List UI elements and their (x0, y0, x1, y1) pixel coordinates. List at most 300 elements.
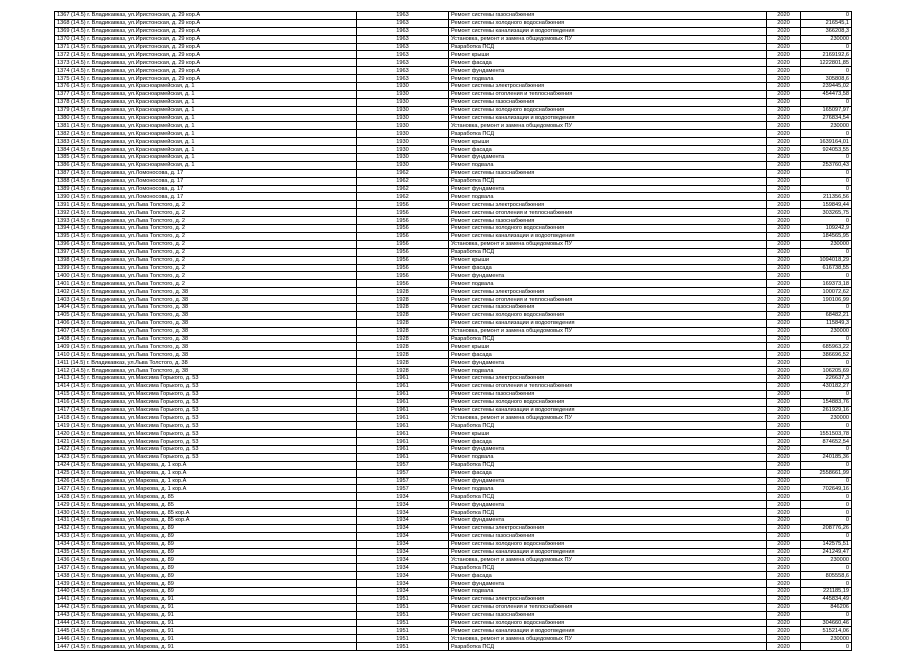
row-work-type: Разработка ПСД (449, 643, 767, 651)
row-cost: 0 (801, 359, 852, 367)
row-work-type: Ремонт фасада (449, 469, 767, 477)
row-work-type: Ремонт фасада (449, 146, 767, 154)
row-id-address-cell (55, 27, 357, 35)
row-work-type: Ремонт системы газоснабжения (449, 169, 767, 177)
row-plan-year: 2020 (767, 51, 801, 59)
row-build-year: 1957 (357, 461, 449, 469)
row-cost: 702649,16 (801, 485, 852, 493)
row-id: 1430 (14.5) (57, 509, 86, 516)
row-plan-year: 2020 (767, 19, 801, 27)
row-id-address-cell (55, 619, 357, 627)
row-work-type: Разработка ПСД (449, 248, 767, 256)
row-work-type: Ремонт системы холодного водоснабжения (449, 225, 767, 233)
row-build-year: 1934 (357, 588, 449, 596)
table-row (55, 532, 852, 540)
row-build-year: 1961 (357, 398, 449, 406)
row-address: г. Владикавказ, ул.Иристонская, д. 29 кор.А (87, 75, 201, 82)
row-work-type: Установка, ремонт и замена общедомовых ПУ (449, 122, 767, 130)
table-row (55, 548, 852, 556)
row-build-year: 1963 (357, 67, 449, 75)
row-address: г. Владикавказ, ул.Льва Толстого, д. 2 (87, 272, 186, 279)
row-plan-year: 2020 (767, 154, 801, 162)
row-cost: 616738,55 (801, 264, 852, 272)
row-plan-year: 2020 (767, 169, 801, 177)
row-cost: 874652,54 (801, 438, 852, 446)
row-work-type: Ремонт фундамента (449, 272, 767, 280)
row-id-address-cell (55, 51, 357, 59)
row-cost: 0 (801, 477, 852, 485)
row-id: 1388 (14.5) (57, 178, 86, 185)
row-build-year: 1961 (357, 453, 449, 461)
row-id-address-cell (55, 485, 357, 493)
row-id: 1429 (14.5) (57, 501, 86, 508)
row-id-address-cell (55, 169, 357, 177)
row-plan-year: 2020 (767, 280, 801, 288)
row-work-type: Ремонт системы канализации и водоотведения (449, 627, 767, 635)
table-row (55, 303, 852, 311)
row-build-year: 1934 (357, 580, 449, 588)
row-id-address-cell (55, 83, 357, 91)
row-id-address-cell (55, 540, 357, 548)
row-id-address-cell (55, 635, 357, 643)
row-id: 1442 (14.5) (57, 604, 86, 611)
row-id: 1393 (14.5) (57, 217, 86, 224)
row-work-type: Ремонт подвала (449, 193, 767, 201)
row-plan-year: 2020 (767, 59, 801, 67)
row-plan-year: 2020 (767, 209, 801, 217)
row-id-address-cell (55, 588, 357, 596)
row-plan-year: 2020 (767, 572, 801, 580)
row-plan-year: 2020 (767, 595, 801, 603)
row-id: 1398 (14.5) (57, 257, 86, 264)
row-work-type: Ремонт системы канализации и водоотведения (449, 232, 767, 240)
row-build-year: 1956 (357, 232, 449, 240)
row-work-type: Ремонт подвала (449, 367, 767, 375)
row-address: г. Владикавказ, ул.Максима Горького, д. 53 (87, 375, 199, 382)
row-id: 1432 (14.5) (57, 525, 86, 532)
document-sheet (54, 11, 851, 651)
row-id: 1446 (14.5) (57, 635, 86, 642)
row-address: г. Владикавказ, ул.Маркова, д. 89 (87, 525, 174, 532)
row-cost: 0 (801, 169, 852, 177)
row-plan-year: 2020 (767, 374, 801, 382)
row-address: г. Владикавказ, ул.Маркова, д. 85 (87, 501, 174, 508)
row-build-year: 1930 (357, 90, 449, 98)
table-row (55, 595, 852, 603)
row-build-year: 1962 (357, 193, 449, 201)
table-row (55, 311, 852, 319)
row-plan-year: 2020 (767, 311, 801, 319)
row-cost: 230000 (801, 327, 852, 335)
row-id-address-cell (55, 398, 357, 406)
table-row (55, 201, 852, 209)
row-address: г. Владикавказ, ул.Красноармейская, д. 1 (87, 154, 195, 161)
row-plan-year: 2020 (767, 185, 801, 193)
row-work-type: Разработка ПСД (449, 564, 767, 572)
row-id: 1399 (14.5) (57, 264, 86, 271)
row-address: г. Владикавказ, ул.Красноармейская, д. 1 (87, 83, 195, 90)
row-build-year: 1963 (357, 35, 449, 43)
row-id-address-cell (55, 595, 357, 603)
row-address: г. Владикавказ, ул.Ломоносова, д. 17 (87, 186, 184, 193)
row-id-address-cell (55, 572, 357, 580)
row-build-year: 1951 (357, 635, 449, 643)
row-address: г. Владикавказ, ул.Льва Толстого, д. 38 (87, 312, 189, 319)
row-build-year: 1951 (357, 619, 449, 627)
table-row (55, 27, 852, 35)
row-build-year: 1956 (357, 225, 449, 233)
row-id-address-cell (55, 461, 357, 469)
row-id-address-cell (55, 75, 357, 83)
row-id-address-cell (55, 509, 357, 517)
row-cost: 190106,99 (801, 296, 852, 304)
row-build-year: 1930 (357, 114, 449, 122)
row-id-address-cell (55, 351, 357, 359)
row-work-type: Ремонт фасада (449, 351, 767, 359)
table-row (55, 19, 852, 27)
row-work-type: Разработка ПСД (449, 43, 767, 51)
row-cost: 0 (801, 98, 852, 106)
row-id: 1381 (14.5) (57, 122, 86, 129)
row-plan-year: 2020 (767, 517, 801, 525)
row-build-year: 1961 (357, 430, 449, 438)
row-cost: 0 (801, 130, 852, 138)
row-cost: 230000 (801, 122, 852, 130)
row-id: 1414 (14.5) (57, 383, 86, 390)
row-address: г. Владикавказ, ул.Маркова, д. 85 (87, 493, 174, 500)
row-cost: 0 (801, 43, 852, 51)
row-plan-year: 2020 (767, 548, 801, 556)
row-work-type: Ремонт системы отопления и теплоснабжения (449, 90, 767, 98)
table-row (55, 611, 852, 619)
table-row (55, 67, 852, 75)
row-address: г. Владикавказ, ул.Льва Толстого, д. 38 (87, 367, 189, 374)
row-build-year: 1956 (357, 240, 449, 248)
row-id: 1373 (14.5) (57, 59, 86, 66)
row-build-year: 1934 (357, 517, 449, 525)
row-build-year: 1962 (357, 177, 449, 185)
row-plan-year: 2020 (767, 485, 801, 493)
row-plan-year: 2020 (767, 351, 801, 359)
row-id-address-cell (55, 430, 357, 438)
table-row (55, 280, 852, 288)
row-plan-year: 2020 (767, 177, 801, 185)
table-row (55, 154, 852, 162)
table-row (55, 169, 852, 177)
row-plan-year: 2020 (767, 35, 801, 43)
row-work-type: Ремонт крыши (449, 256, 767, 264)
row-plan-year: 2020 (767, 201, 801, 209)
row-id-address-cell (55, 311, 357, 319)
row-cost: 305808,6 (801, 75, 852, 83)
row-id-address-cell (55, 90, 357, 98)
row-build-year: 1957 (357, 469, 449, 477)
table-row (55, 367, 852, 375)
row-id: 1394 (14.5) (57, 225, 86, 232)
row-cost: 0 (801, 461, 852, 469)
row-cost: 184565,95 (801, 232, 852, 240)
row-plan-year: 2020 (767, 580, 801, 588)
row-cost: 106205,69 (801, 367, 852, 375)
row-work-type: Ремонт фундамента (449, 67, 767, 75)
row-address: г. Владикавказ, ул.Иристонская, д. 29 кор.А (87, 20, 201, 27)
table-row (55, 509, 852, 517)
row-work-type: Ремонт системы электроснабжения (449, 288, 767, 296)
row-id-address-cell (55, 335, 357, 343)
table-row (55, 406, 852, 414)
row-address: г. Владикавказ, ул.Льва Толстого, д. 2 (87, 264, 186, 271)
row-id-address-cell (55, 517, 357, 525)
row-build-year: 1928 (357, 288, 449, 296)
row-work-type: Ремонт системы канализации и водоотведения (449, 319, 767, 327)
row-address: г. Владикавказ, ул.Льва Толстого, д. 38 (87, 335, 189, 342)
row-address: г. Владикавказ, ул.Красноармейская, д. 1 (87, 107, 195, 114)
row-id-address-cell (55, 209, 357, 217)
row-id: 1375 (14.5) (57, 75, 86, 82)
row-id-address-cell (55, 35, 357, 43)
row-plan-year: 2020 (767, 256, 801, 264)
row-cost: 240185,36 (801, 453, 852, 461)
row-plan-year: 2020 (767, 319, 801, 327)
row-id-address-cell (55, 382, 357, 390)
row-id-address-cell (55, 67, 357, 75)
row-id: 1378 (14.5) (57, 99, 86, 106)
row-id: 1367 (14.5) (57, 12, 86, 19)
row-address: г. Владикавказ, ул.Маркова, д. 1 кор.А (87, 462, 187, 469)
row-build-year: 1928 (357, 351, 449, 359)
row-id-address-cell (55, 161, 357, 169)
row-plan-year: 2020 (767, 414, 801, 422)
table-row (55, 12, 852, 20)
table-row (55, 225, 852, 233)
row-cost: 241249,47 (801, 548, 852, 556)
row-plan-year: 2020 (767, 390, 801, 398)
row-id: 1406 (14.5) (57, 320, 86, 327)
row-address: г. Владикавказ, ул.Максима Горького, д. 53 (87, 414, 199, 421)
row-cost: 68482,21 (801, 311, 852, 319)
row-build-year: 1961 (357, 382, 449, 390)
row-id-address-cell (55, 548, 357, 556)
row-work-type: Ремонт системы электроснабжения (449, 374, 767, 382)
row-id-address-cell (55, 469, 357, 477)
row-id: 1433 (14.5) (57, 533, 86, 540)
row-work-type: Разработка ПСД (449, 461, 767, 469)
row-address: г. Владикавказ, ул.Маркова, д. 91 (87, 612, 174, 619)
row-address: г. Владикавказ, ул.Максима Горького, д. 53 (87, 406, 199, 413)
row-work-type: Ремонт системы газоснабжения (449, 390, 767, 398)
row-cost: 165097,97 (801, 106, 852, 114)
row-cost: 445834,49 (801, 595, 852, 603)
row-work-type: Ремонт системы электроснабжения (449, 83, 767, 91)
row-work-type: Ремонт системы газоснабжения (449, 98, 767, 106)
row-build-year: 1961 (357, 374, 449, 382)
row-work-type: Ремонт системы канализации и водоотведения (449, 114, 767, 122)
row-plan-year: 2020 (767, 556, 801, 564)
row-id: 1402 (14.5) (57, 288, 86, 295)
table-row (55, 114, 852, 122)
row-build-year: 1928 (357, 343, 449, 351)
table-row (55, 351, 852, 359)
row-cost: 0 (801, 303, 852, 311)
row-id: 1369 (14.5) (57, 28, 86, 35)
row-address: г. Владикавказ, ул.Максима Горького, д. 53 (87, 422, 199, 429)
row-work-type: Ремонт системы газоснабжения (449, 303, 767, 311)
row-id: 1382 (14.5) (57, 130, 86, 137)
row-plan-year: 2020 (767, 367, 801, 375)
row-id: 1395 (14.5) (57, 233, 86, 240)
row-cost: 239445,02 (801, 83, 852, 91)
row-id-address-cell (55, 272, 357, 280)
row-id: 1439 (14.5) (57, 580, 86, 587)
row-cost: 221185,19 (801, 588, 852, 596)
row-id: 1413 (14.5) (57, 375, 86, 382)
table-row (55, 209, 852, 217)
row-build-year: 1956 (357, 264, 449, 272)
row-plan-year: 2020 (767, 75, 801, 83)
row-build-year: 1934 (357, 540, 449, 548)
table-row (55, 43, 852, 51)
row-work-type: Ремонт системы газоснабжения (449, 611, 767, 619)
table-row (55, 485, 852, 493)
row-build-year: 1934 (357, 509, 449, 517)
row-address: г. Владикавказ, ул.Льва Толстого, д. 2 (87, 201, 186, 208)
row-plan-year: 2020 (767, 453, 801, 461)
row-id: 1379 (14.5) (57, 107, 86, 114)
row-cost: 276834,54 (801, 114, 852, 122)
row-cost: 230000 (801, 635, 852, 643)
row-id-address-cell (55, 343, 357, 351)
row-work-type: Ремонт системы электроснабжения (449, 595, 767, 603)
row-plan-year: 2020 (767, 161, 801, 169)
table-row (55, 193, 852, 201)
row-address: г. Владикавказ, ул.Красноармейская, д. 1 (87, 162, 195, 169)
table-row (55, 240, 852, 248)
row-work-type: Установка, ремонт и замена общедомовых ПУ (449, 635, 767, 643)
row-cost: 208776,26 (801, 524, 852, 532)
row-cost: 0 (801, 335, 852, 343)
row-address: г. Владикавказ, ул.Маркова, д. 91 (87, 627, 174, 634)
row-id-address-cell (55, 406, 357, 414)
row-id-address-cell (55, 438, 357, 446)
row-id: 1368 (14.5) (57, 20, 86, 27)
row-id: 1387 (14.5) (57, 170, 86, 177)
row-work-type: Установка, ремонт и замена общедомовых ПУ (449, 327, 767, 335)
row-work-type: Разработка ПСД (449, 509, 767, 517)
row-plan-year: 2020 (767, 114, 801, 122)
row-id-address-cell (55, 248, 357, 256)
row-address: г. Владикавказ, ул.Льва Толстого, д. 2 (87, 249, 186, 256)
row-plan-year: 2020 (767, 122, 801, 130)
table-row (55, 469, 852, 477)
row-work-type: Установка, ремонт и замена общедомовых ПУ (449, 414, 767, 422)
row-work-type: Ремонт фундамента (449, 517, 767, 525)
row-build-year: 1928 (357, 327, 449, 335)
row-id: 1404 (14.5) (57, 304, 86, 311)
row-work-type: Ремонт системы канализации и водоотведения (449, 406, 767, 414)
row-build-year: 1962 (357, 169, 449, 177)
row-plan-year: 2020 (767, 240, 801, 248)
row-plan-year: 2020 (767, 540, 801, 548)
row-cost: 0 (801, 509, 852, 517)
row-work-type: Ремонт фундамента (449, 359, 767, 367)
row-address: г. Владикавказ, ул.Максима Горького, д. 53 (87, 399, 199, 406)
row-address: г. Владикавказ, ул.Льва Толстого, д. 38 (87, 328, 189, 335)
row-id: 1437 (14.5) (57, 564, 86, 571)
row-cost: 2558661,99 (801, 469, 852, 477)
table-row (55, 319, 852, 327)
row-cost: 0 (801, 493, 852, 501)
row-address: г. Владикавказ, ул.Максима Горького, д. 53 (87, 446, 199, 453)
row-address: г. Владикавказ, ул.Маркова, д. 91 (87, 604, 174, 611)
row-build-year: 1930 (357, 138, 449, 146)
row-address: г. Владикавказ, ул.Льва Толстого, д. 2 (87, 233, 186, 240)
row-cost: 159849,44 (801, 201, 852, 209)
table-row (55, 335, 852, 343)
row-id-address-cell (55, 564, 357, 572)
row-cost: 211356,56 (801, 193, 852, 201)
row-id: 1408 (14.5) (57, 335, 86, 342)
row-build-year: 1961 (357, 438, 449, 446)
row-cost: 924053,55 (801, 146, 852, 154)
row-plan-year: 2020 (767, 67, 801, 75)
row-work-type: Ремонт фундамента (449, 501, 767, 509)
row-work-type: Установка, ремонт и замена общедомовых ПУ (449, 35, 767, 43)
table-row (55, 122, 852, 130)
row-build-year: 1928 (357, 319, 449, 327)
row-id: 1401 (14.5) (57, 280, 86, 287)
table-row (55, 603, 852, 611)
table-row (55, 627, 852, 635)
row-id-address-cell (55, 319, 357, 327)
row-plan-year: 2020 (767, 248, 801, 256)
row-address: г. Владикавказ, ул.Иристонская, д. 29 кор.А (87, 12, 201, 19)
row-plan-year: 2020 (767, 524, 801, 532)
row-cost: 230000 (801, 240, 852, 248)
row-address: г. Владикавказ, ул.Красноармейская, д. 1 (87, 138, 195, 145)
row-cost: 0 (801, 580, 852, 588)
row-address: г. Владикавказ, ул.Красноармейская, д. 1 (87, 146, 195, 153)
row-build-year: 1956 (357, 209, 449, 217)
row-work-type: Ремонт системы отопления и теплоснабжения (449, 603, 767, 611)
row-id-address-cell (55, 43, 357, 51)
row-build-year: 1934 (357, 501, 449, 509)
table-row (55, 138, 852, 146)
row-id-address-cell (55, 603, 357, 611)
table-row (55, 248, 852, 256)
row-id-address-cell (55, 556, 357, 564)
row-work-type: Ремонт системы холодного водоснабжения (449, 540, 767, 548)
row-address: г. Владикавказ, ул.Льва Толстого, д. 2 (87, 280, 186, 287)
row-plan-year: 2020 (767, 98, 801, 106)
row-build-year: 1963 (357, 12, 449, 20)
row-plan-year: 2020 (767, 430, 801, 438)
row-id: 1443 (14.5) (57, 612, 86, 619)
row-id-address-cell (55, 422, 357, 430)
row-build-year: 1930 (357, 146, 449, 154)
row-id: 1389 (14.5) (57, 186, 86, 193)
row-plan-year: 2020 (767, 477, 801, 485)
row-id-address-cell (55, 303, 357, 311)
row-cost: 0 (801, 643, 852, 651)
row-build-year: 1951 (357, 643, 449, 651)
table-row (55, 572, 852, 580)
row-id-address-cell (55, 611, 357, 619)
row-cost: 0 (801, 248, 852, 256)
row-id-address-cell (55, 232, 357, 240)
table-row (55, 343, 852, 351)
row-work-type: Ремонт фасада (449, 438, 767, 446)
row-id: 1391 (14.5) (57, 201, 86, 208)
